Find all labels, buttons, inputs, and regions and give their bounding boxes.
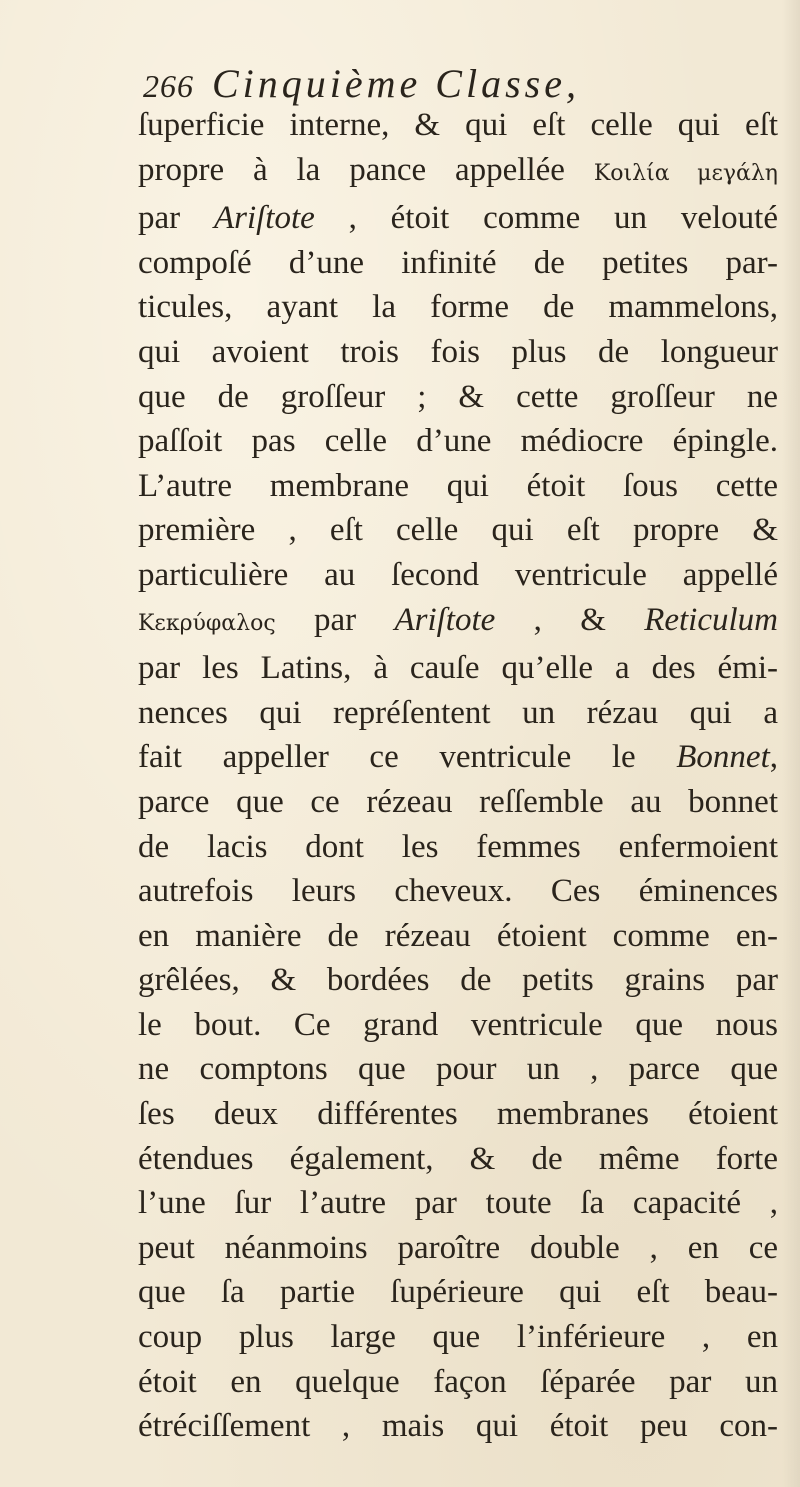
text-line: [138, 330, 778, 375]
text-segment: de lacis dont les femmes enfermoient: [138, 828, 778, 865]
italic-term: Reticulum: [644, 601, 778, 638]
text-segment: première , eſt celle qui eſt propre &: [138, 512, 778, 549]
text-line: [138, 1404, 778, 1449]
text-line: [138, 508, 778, 553]
body-text: [138, 103, 778, 1449]
text-line: [138, 553, 778, 598]
text-segment: étréciſſement , mais qui étoit peu con-: [138, 1408, 778, 1445]
greek-term: Κεκρύφαλος: [138, 610, 276, 636]
text-line: [138, 735, 778, 780]
text-segment: étoit en quelque façon ſéparée par un: [138, 1363, 778, 1400]
text-line: [138, 1003, 778, 1048]
text-line: [138, 419, 778, 464]
text-segment: ,: [769, 739, 778, 776]
text-segment: autrefois leurs cheveux. Ces éminences: [138, 873, 778, 910]
text-segment: ne comptons que pour un , parce que: [138, 1051, 778, 1088]
text-line: [138, 780, 778, 825]
italic-term: Ariſtote: [394, 601, 496, 638]
text-segment: peut néanmoins paroître double , en ce: [138, 1229, 778, 1266]
text-line: [138, 691, 778, 736]
text-segment: étendues également, & de même forte: [138, 1140, 778, 1177]
text-line: [138, 196, 778, 241]
text-line: [138, 1226, 778, 1271]
running-header: [143, 62, 763, 108]
text-line: [138, 375, 778, 420]
text-line: [138, 869, 778, 914]
text-line: [138, 103, 778, 148]
text-line: [138, 646, 778, 691]
text-line: [138, 1092, 778, 1137]
text-line: [138, 1047, 778, 1092]
text-segment: propre à la pance appellée: [138, 151, 594, 188]
text-segment: paſſoit pas celle d’une médiocre épingle.: [138, 423, 778, 460]
greek-term: Κοιλία μεγάλη: [593, 160, 778, 186]
text-segment: par les Latins, à cauſe qu’elle a des émi-: [138, 650, 778, 687]
text-segment: que ſa partie ſupérieure qui eſt beau-: [138, 1274, 778, 1311]
text-segment: par: [138, 200, 214, 237]
text-line: [138, 148, 778, 197]
text-line: [138, 1360, 778, 1405]
text-segment: nences qui repréſentent un rézau qui a: [138, 694, 778, 731]
text-segment: ſuperficie interne, & qui eſt celle qui eſt: [138, 107, 778, 143]
text-segment: le bout. Ce grand ventricule que nous: [138, 1006, 778, 1043]
text-segment: ſes deux différentes membranes étoient: [138, 1096, 778, 1133]
page-edge-shadow: [782, 0, 800, 1487]
text-line: [138, 1270, 778, 1315]
text-segment: ticules, ayant la forme de mammelons,: [138, 289, 778, 326]
text-segment: , &: [495, 601, 645, 638]
text-segment: particulière au ſecond ventricule appellé: [138, 556, 778, 593]
text-segment: que de groſſeur ; & cette groſſeur ne: [138, 378, 778, 415]
text-line: [138, 1137, 778, 1182]
italic-term: Ariſtote: [213, 200, 315, 237]
text-segment: par: [275, 601, 395, 638]
text-line: [138, 285, 778, 330]
running-title: Cinquième Classe,: [212, 61, 580, 106]
text-line: [138, 1181, 778, 1226]
text-line: [138, 464, 778, 509]
text-segment: grêlées, & bordées de petits grains par: [138, 962, 778, 999]
text-line: [138, 598, 778, 647]
text-line: [138, 958, 778, 1003]
text-segment: compoſé d’une infinité de petites par-: [138, 244, 778, 281]
text-segment: fait appeller ce ventricule le: [138, 739, 677, 776]
text-segment: coup plus large que l’inférieure , en: [138, 1319, 778, 1356]
text-segment: l’une ſur l’autre par toute ſa capacité ,: [138, 1185, 778, 1222]
text-line: [138, 241, 778, 286]
text-line: [138, 825, 778, 870]
text-segment: qui avoient trois fois plus de longueur: [138, 333, 778, 370]
text-line: [138, 1315, 778, 1360]
text-segment: L’autre membrane qui étoit ſous cette: [138, 467, 778, 504]
text-segment: , étoit comme un velouté: [314, 200, 778, 237]
page-number: 266: [143, 68, 194, 104]
italic-term: Bonnet: [676, 739, 770, 776]
text-line: [138, 914, 778, 959]
text-segment: en manière de rézeau étoient comme en-: [138, 917, 778, 954]
text-segment: parce que ce rézeau reſſemble au bonnet: [138, 783, 778, 820]
